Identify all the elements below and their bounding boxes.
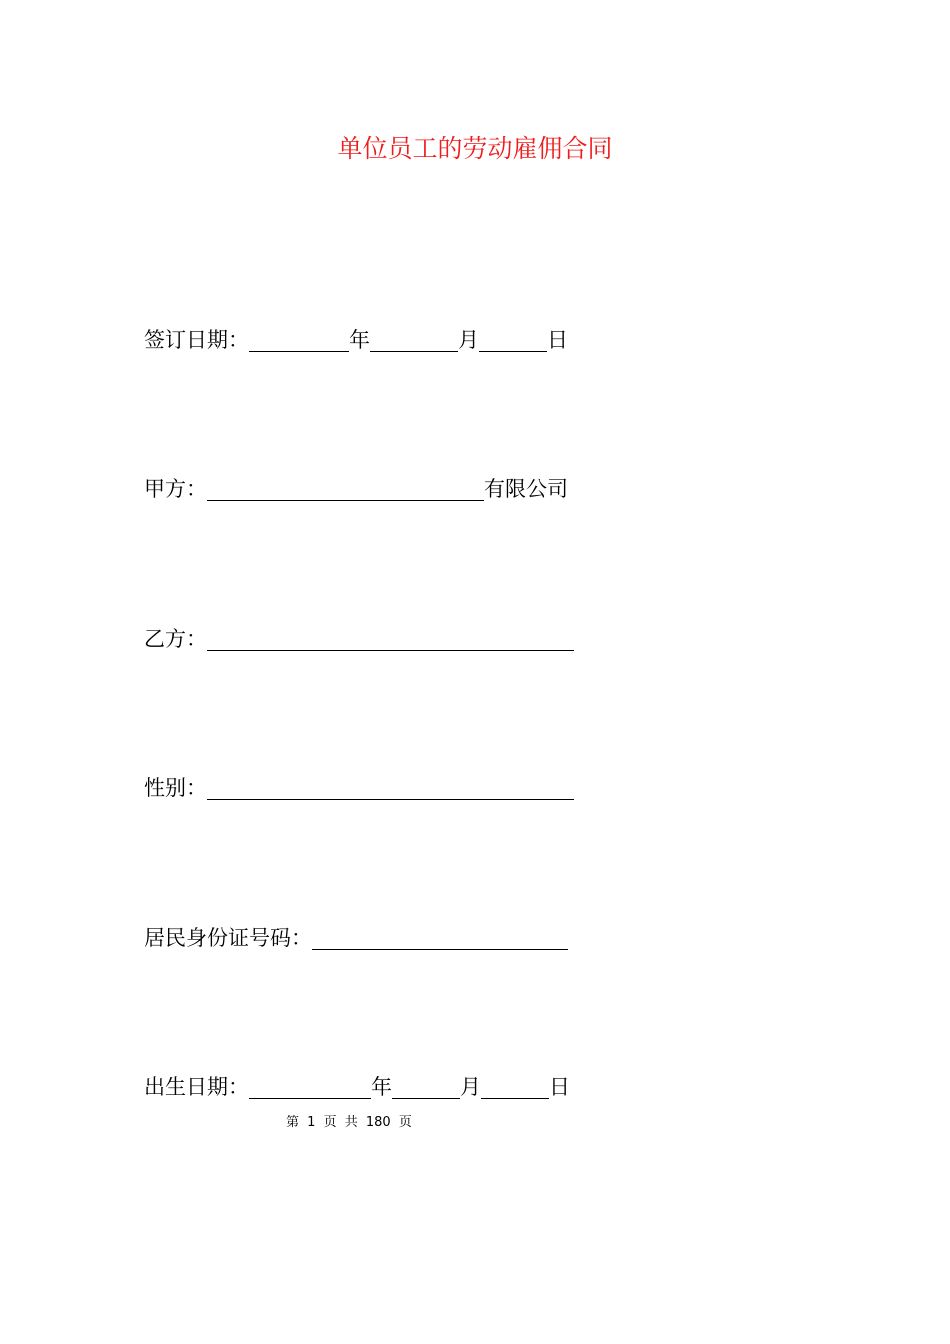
birth-date-month-unit: 月: [460, 1075, 481, 1099]
document-title: 单位员工的劳动雇佣合同: [337, 134, 613, 163]
party-a-blank[interactable]: [207, 477, 484, 501]
gender-blank[interactable]: [207, 776, 574, 800]
sign-date-year-blank[interactable]: [249, 328, 349, 352]
id-number-row: [144, 923, 584, 953]
sign-date-row: [144, 325, 584, 355]
party-b-blank[interactable]: [207, 627, 574, 651]
sign-date-year-unit: 年: [349, 328, 370, 352]
id-number-label: 居民身份证号码：: [144, 926, 312, 950]
party-a-label: 甲方：: [144, 477, 207, 501]
footer-suffix: 页: [398, 1115, 412, 1130]
party-a-row: [144, 474, 584, 504]
gender-label: 性别：: [144, 776, 207, 800]
birth-date-year-unit: 年: [371, 1075, 392, 1099]
footer-prefix: 第: [286, 1115, 300, 1130]
sign-date-month-blank[interactable]: [370, 328, 458, 352]
birth-date-day-blank[interactable]: [481, 1075, 549, 1099]
birth-date-month-blank[interactable]: [392, 1075, 460, 1099]
sign-date-day-blank[interactable]: [479, 328, 547, 352]
party-a-suffix: 有限公司: [484, 477, 568, 501]
sign-date-day-unit: 日: [547, 328, 568, 352]
birth-date-year-blank[interactable]: [249, 1075, 371, 1099]
footer-page-number: 1: [307, 1115, 316, 1130]
gender-row: [144, 773, 584, 803]
footer-total-word: 共: [344, 1115, 358, 1130]
party-b-row: [144, 624, 584, 654]
birth-date-row: [144, 1072, 584, 1102]
id-number-blank[interactable]: [312, 926, 568, 950]
party-b-label: 乙方：: [144, 627, 207, 651]
birth-date-label: 出生日期：: [144, 1075, 249, 1099]
sign-date-label: 签订日期：: [144, 328, 249, 352]
birth-date-day-unit: 日: [549, 1075, 570, 1099]
page-footer: [0, 1114, 950, 1132]
sign-date-month-unit: 月: [458, 328, 479, 352]
footer-page-unit: 页: [323, 1115, 337, 1130]
footer-total-pages: 180: [365, 1115, 391, 1130]
